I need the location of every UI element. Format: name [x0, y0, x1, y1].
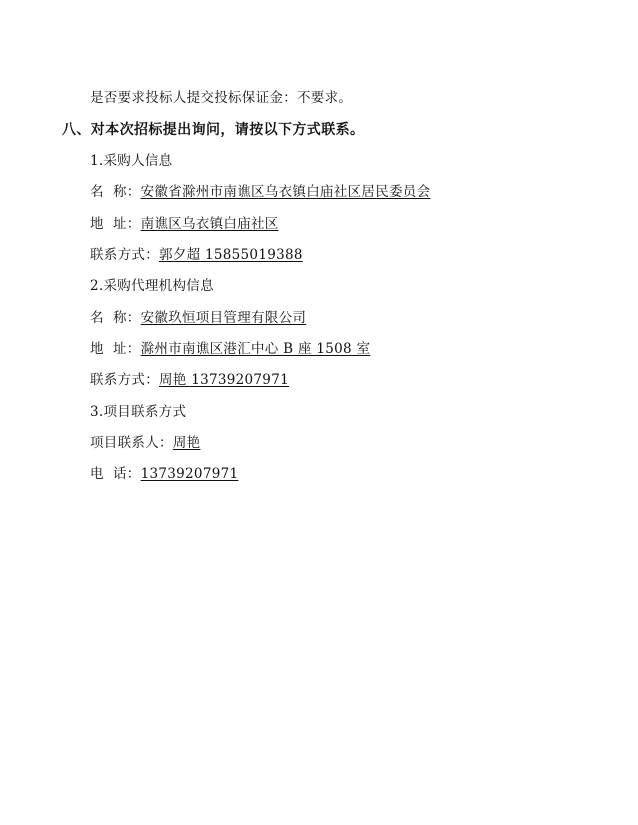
project-phone-value: 13739207971 — [140, 466, 239, 482]
project-phone-label: 电 话： — [90, 466, 141, 482]
agency-name-label: 名 称： — [90, 310, 141, 326]
deposit-line — [90, 89, 352, 107]
agency-heading: 2.采购代理机构信息 — [90, 278, 214, 294]
agency-address-line — [90, 340, 370, 358]
agency-contact-label: 联系方式： — [90, 372, 159, 388]
project-contact-heading: 3.项目联系方式 — [90, 404, 187, 420]
purchaser-name-line — [90, 183, 430, 201]
project-person-label: 项目联系人： — [90, 435, 173, 451]
purchaser-name-value: 安徽省滁州市南谯区乌衣镇白庙社区居民委员会 — [140, 184, 431, 200]
agency-name-value: 安徽玖恒项目管理有限公司 — [140, 310, 307, 326]
deposit-label: 是否要求投标人提交投标保证金： — [90, 90, 297, 106]
project-phone-line — [90, 465, 238, 483]
purchaser-name-label: 名 称： — [90, 184, 141, 200]
agency-name-line — [90, 309, 306, 327]
agency-contact-value: 周艳 13739207971 — [159, 372, 289, 388]
deposit-value: 不要求。 — [297, 90, 353, 106]
agency-address-label: 地 址： — [90, 341, 141, 357]
purchaser-heading: 1.采购人信息 — [90, 153, 173, 169]
purchaser-address-line — [90, 215, 279, 233]
purchaser-address-label: 地 址： — [90, 216, 141, 232]
purchaser-address-value: 南谯区乌衣镇白庙社区 — [140, 216, 279, 232]
agency-address-value: 滁州市南谯区港汇中心 B 座 1508 室 — [140, 341, 371, 357]
section-eight-heading: 八、对本次招标提出询问，请按以下方式联系。 — [62, 122, 365, 138]
purchaser-contact-label: 联系方式： — [90, 247, 159, 263]
purchaser-contact-value: 郭夕超 15855019388 — [159, 247, 303, 263]
agency-contact-line — [90, 371, 289, 389]
purchaser-contact-line — [90, 246, 303, 264]
project-person-value: 周艳 — [172, 435, 201, 451]
project-person-line — [90, 434, 200, 452]
